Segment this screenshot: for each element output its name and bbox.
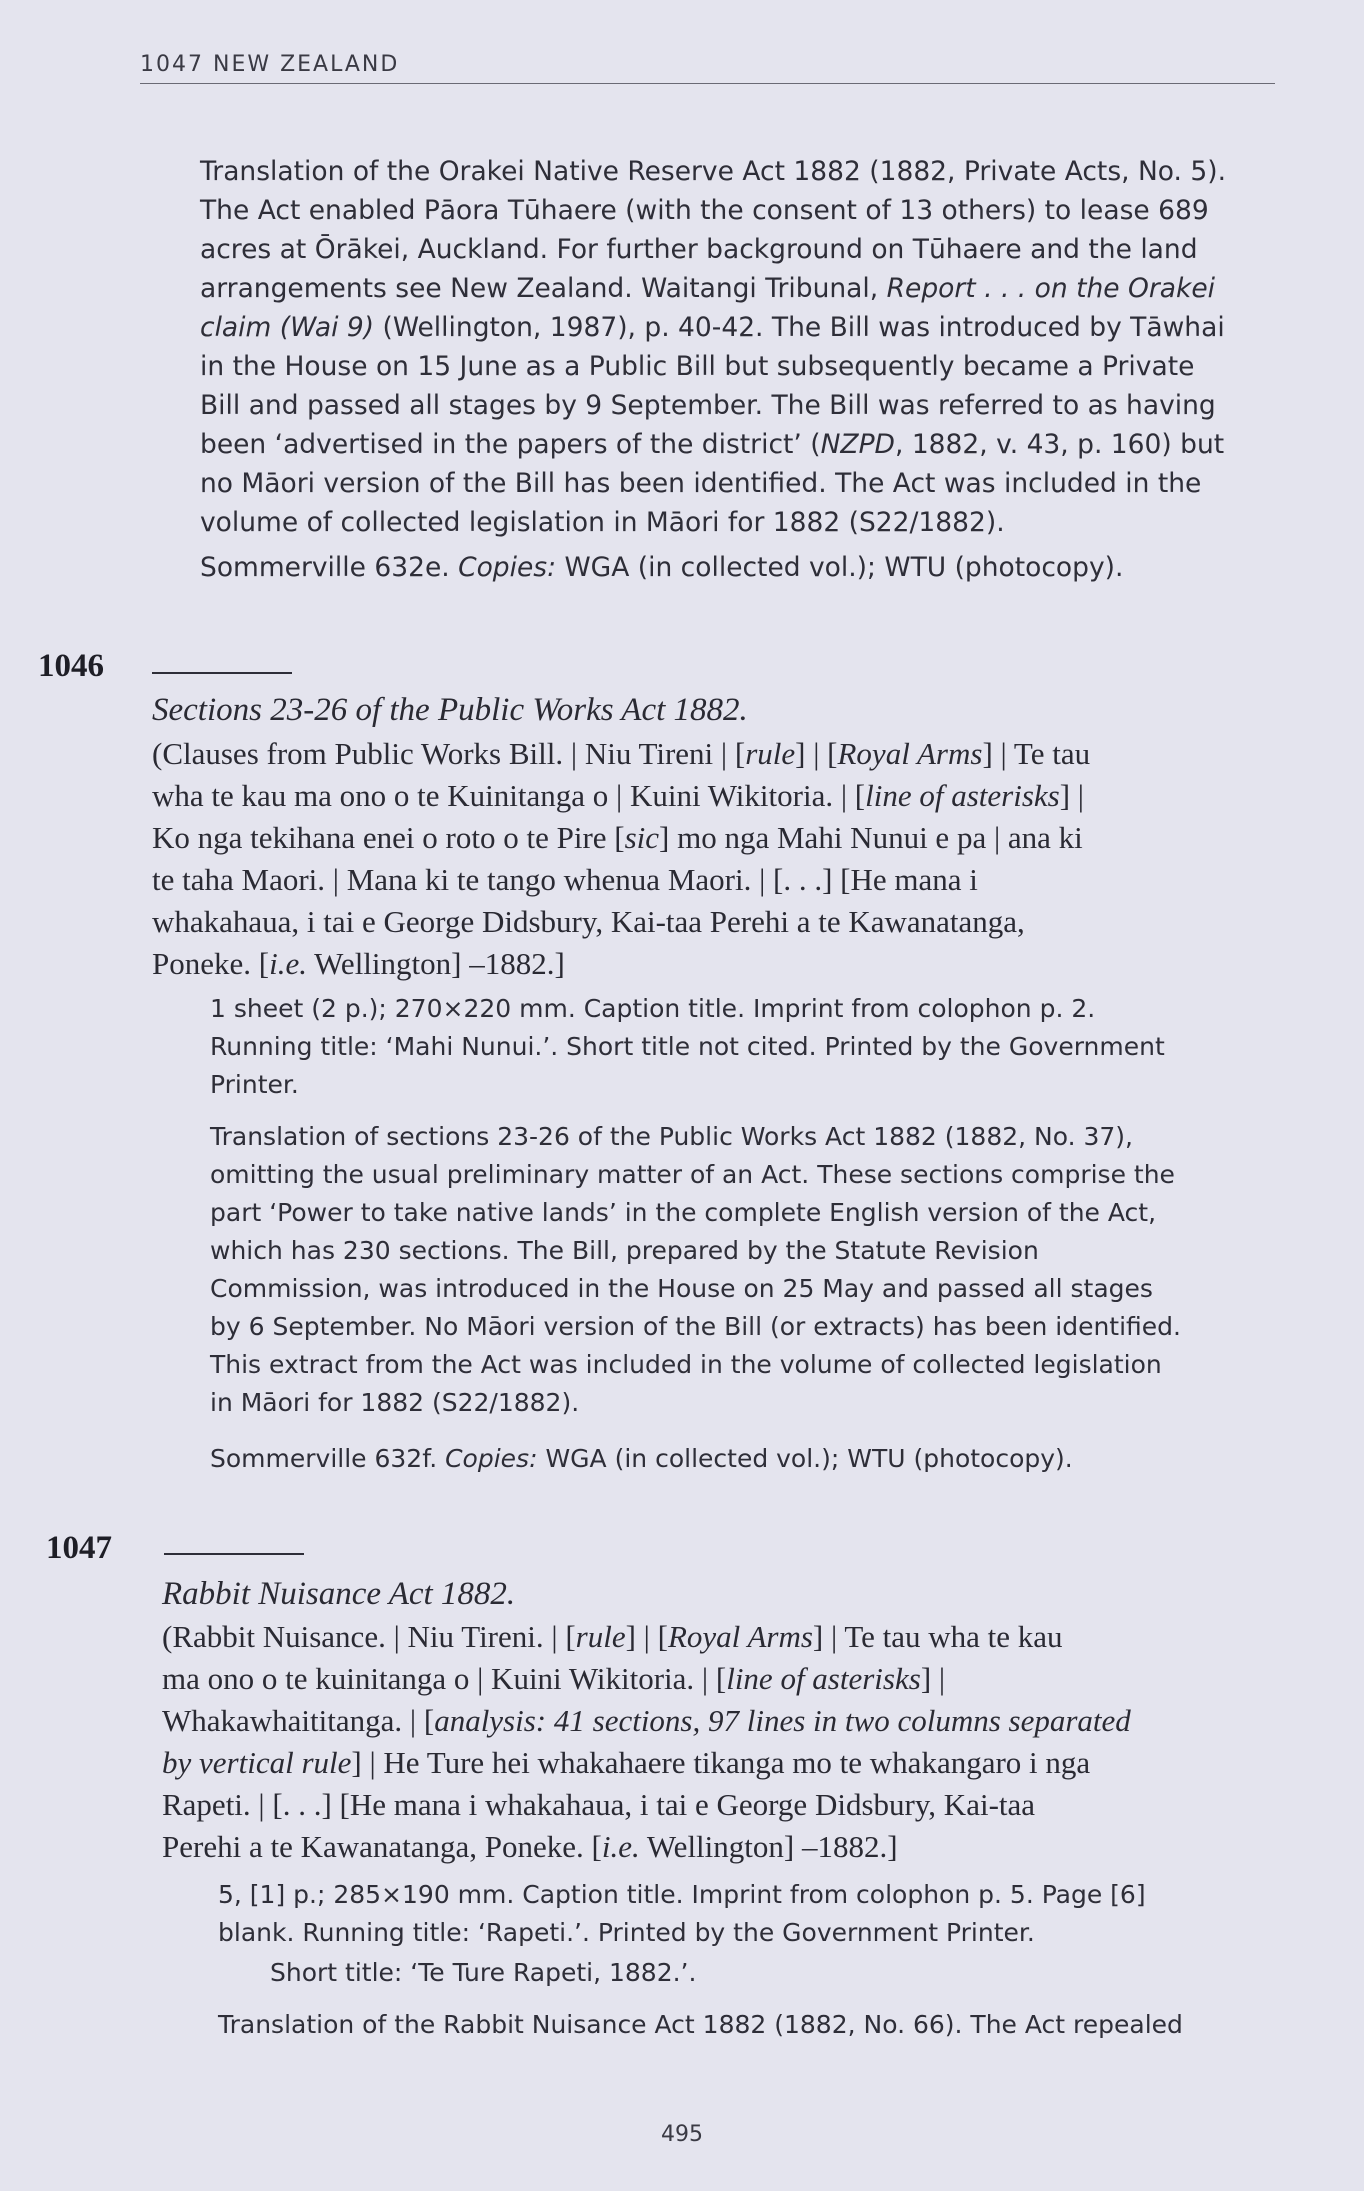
entry-sommerville-1046 [210, 1440, 1073, 1478]
text-segment: Whakawhaititanga. | [ [162, 1703, 435, 1738]
notes-line [210, 1232, 1181, 1270]
text-segment: Sommerville 632f. [210, 1444, 446, 1473]
text-line [200, 425, 1226, 464]
sommerville-line [210, 1440, 1073, 1478]
entry-number-1046: 1046 [38, 648, 104, 684]
text-line [200, 308, 1226, 347]
text-segment: The Act enabled Pāora Tūhaere (with the consent of 13 others) to lease 689 [200, 195, 1209, 226]
physical-line [210, 990, 1165, 1028]
text-line [200, 191, 1226, 230]
italic-segment: Report . . . on the Orakei [886, 273, 1215, 304]
transcription-line [162, 1616, 1131, 1658]
entry-notes-1046 [210, 1118, 1181, 1422]
transcription-line [162, 1826, 1131, 1868]
text-segment: ] | [ [625, 1619, 668, 1654]
text-segment: (Clauses from Public Works Bill. | Niu Tireni | [ [152, 736, 746, 771]
notes-line [210, 1384, 1181, 1422]
text-segment: no Māori version of the Bill has been identified. The Act was included in the [200, 468, 1202, 499]
text-segment: This extract from the Act was included in the volume of collected legislation [210, 1350, 1162, 1379]
text-segment: blank. Running title: ‘Rapeti.’. Printed by the Government Printer. [218, 1918, 1035, 1947]
text-segment: been ‘advertised in the papers of the district’ ( [200, 429, 821, 460]
text-segment: te taha Maori. | Mana ki te tango whenua Maori. | [. . .] [He mana i [152, 862, 978, 897]
text-segment: ] | Te tau wha te kau [812, 1619, 1063, 1654]
notes-line [210, 1156, 1181, 1194]
intro-notes [200, 152, 1226, 542]
notes-line [210, 1194, 1181, 1232]
italic-segment: rule [745, 736, 796, 771]
italic-segment: rule [575, 1619, 626, 1654]
text-segment: in the House on 15 June as a Public Bill but subsequently became a Private [200, 351, 1195, 382]
italic-segment: i.e. [601, 1829, 640, 1864]
entry-physical-1047 [218, 1876, 1146, 1952]
text-segment: Bill and passed all stages by 9 September. The Bill was referred to as having [200, 390, 1216, 421]
text-line [200, 503, 1226, 542]
notes-line [210, 1270, 1181, 1308]
physical-line [210, 1066, 1165, 1104]
text-line [200, 347, 1226, 386]
text-segment: Translation of the Orakei Native Reserve Act 1882 (1882, Private Acts, No. 5). [200, 156, 1227, 187]
entry-short-title-1047: Short title: ‘Te Ture Rapeti, 1882.’. [270, 1958, 697, 1987]
text-segment: Ko nga tekihana enei o roto o te Pire [ [152, 820, 625, 855]
page-number: 495 [661, 2122, 703, 2147]
text-segment: Wellington] –1882.] [306, 946, 565, 981]
text-line [200, 464, 1226, 503]
text-segment: ] | [ [795, 736, 838, 771]
running-head: 1047 NEW ZEALAND [140, 52, 1275, 84]
entry-rule-1046 [152, 672, 292, 674]
text-segment: (Wellington, 1987), p. 40-42. The Bill was introduced by Tāwhai [374, 312, 1225, 343]
text-segment: which has 230 sections. The Bill, prepared by the Statute Revision [210, 1236, 1039, 1265]
italic-segment: i.e. [269, 946, 307, 981]
italic-segment: line of asterisks [726, 1661, 921, 1696]
italic-segment: sic [624, 820, 660, 855]
text-segment: ] | [1059, 778, 1084, 813]
text-segment: in Māori for 1882 (S22/1882). [210, 1388, 580, 1417]
text-line [200, 152, 1226, 191]
physical-line [218, 1876, 1146, 1914]
transcription-line [162, 1784, 1131, 1826]
entry-transcription-1047 [162, 1616, 1131, 1868]
text-line [200, 230, 1226, 269]
text-segment: , 1882, v. 43, p. 160) but [894, 429, 1225, 460]
transcription-line [152, 943, 1090, 985]
notes-line [210, 1346, 1181, 1384]
text-segment: omitting the usual preliminary matter of an Act. These sections comprise the [210, 1160, 1175, 1189]
text-segment: Sommerville 632e. [200, 552, 459, 583]
text-segment: arrangements see New Zealand. Waitangi Tribunal, [200, 273, 887, 304]
entry-title-1047: Rabbit Nuisance Act 1882. [162, 1576, 516, 1612]
intro-sommerville [200, 548, 1123, 587]
text-segment: ] | He Ture hei whakahaere tikanga mo te whakangaro i nga [351, 1745, 1091, 1780]
italic-segment: Copies: [458, 552, 557, 583]
text-segment: wha te kau ma ono o te Kuinitanga o | Kuini Wikitoria. | [ [152, 778, 866, 813]
italic-segment: analysis: 41 sections, 97 lines in two columns separated [434, 1703, 1131, 1738]
italic-segment: Copies: [445, 1444, 538, 1473]
text-segment: acres at Ōrākei, Auckland. For further background on Tūhaere and the land [200, 234, 1198, 265]
transcription-line [162, 1658, 1131, 1700]
transcription-line [152, 901, 1090, 943]
italic-segment: by vertical rule [162, 1745, 352, 1780]
text-segment: Commission, was introduced in the House on 25 May and passed all stages [210, 1274, 1153, 1303]
text-segment: part ‘Power to take native lands’ in the complete English version of the Act, [210, 1198, 1157, 1227]
text-segment: whakahaua, i tai e George Didsbury, Kai-taa Perehi a te Kawanatanga, [152, 904, 1025, 939]
text-segment: Wellington] –1882.] [639, 1829, 898, 1864]
entry-transcription-1046 [152, 733, 1090, 985]
transcription-line [162, 1700, 1131, 1742]
physical-line [218, 1914, 1146, 1952]
text-segment: 1 sheet (2 p.); 270×220 mm. Caption title. Imprint from colophon p. 2. [210, 994, 1096, 1023]
italic-segment: Royal Arms [667, 1619, 813, 1654]
text-segment: ] | [920, 1661, 946, 1696]
text-segment: by 6 September. No Māori version of the Bill (or extracts) has been identified. [210, 1312, 1181, 1341]
transcription-line [162, 1742, 1131, 1784]
transcription-line [152, 775, 1090, 817]
entry-title-1046: Sections 23-26 of the Public Works Act 1882. [152, 692, 748, 728]
text-segment: (Rabbit Nuisance. | Niu Tireni. | [ [162, 1619, 576, 1654]
text-segment: Rapeti. | [. . .] [He mana i whakahaua, i tai e George Didsbury, Kai-taa [162, 1787, 1036, 1822]
italic-segment: line of asterisks [865, 778, 1060, 813]
entry-rule-1047 [164, 1553, 304, 1555]
transcription-line [152, 817, 1090, 859]
entry-notes-1047: Translation of the Rabbit Nuisance Act 1882 (1882, No. 66). The Act repealed [218, 2010, 1183, 2039]
notes-line [210, 1308, 1181, 1346]
text-segment: volume of collected legislation in Māori for 1882 (S22/1882). [200, 507, 1005, 538]
entry-physical-1046 [210, 990, 1165, 1104]
text-segment: ] | Te tau [982, 736, 1091, 771]
italic-segment: NZPD [820, 429, 895, 460]
notes-line [210, 1118, 1181, 1156]
text-segment: Running title: ‘Mahi Nunui.’. Short title not cited. Printed by the Government [210, 1032, 1165, 1061]
text-segment: Poneke. [ [152, 946, 270, 981]
text-line [200, 386, 1226, 425]
text-segment: WGA (in collected vol.); WTU (photocopy). [556, 552, 1124, 583]
physical-line [210, 1028, 1165, 1066]
text-segment: Perehi a te Kawanatanga, Poneke. [ [162, 1829, 602, 1864]
transcription-line [152, 859, 1090, 901]
text-segment: ma ono o te kuinitanga o | Kuini Wikitoria. | [ [162, 1661, 727, 1696]
text-segment: Translation of sections 23-26 of the Public Works Act 1882 (1882, No. 37), [210, 1122, 1133, 1151]
sommerville-line [200, 548, 1123, 587]
text-segment: Printer. [210, 1070, 299, 1099]
text-segment: WGA (in collected vol.); WTU (photocopy). [537, 1444, 1073, 1473]
italic-segment: Royal Arms [837, 736, 983, 771]
text-segment: ] mo nga Mahi Nunui e pa | ana ki [659, 820, 1083, 855]
text-line [200, 269, 1226, 308]
entry-number-1047: 1047 [46, 1530, 112, 1566]
transcription-line [152, 733, 1090, 775]
italic-segment: claim (Wai 9) [200, 312, 375, 343]
text-segment: 5, [1] p.; 285×190 mm. Caption title. Imprint from colophon p. 5. Page [6] [218, 1880, 1146, 1909]
